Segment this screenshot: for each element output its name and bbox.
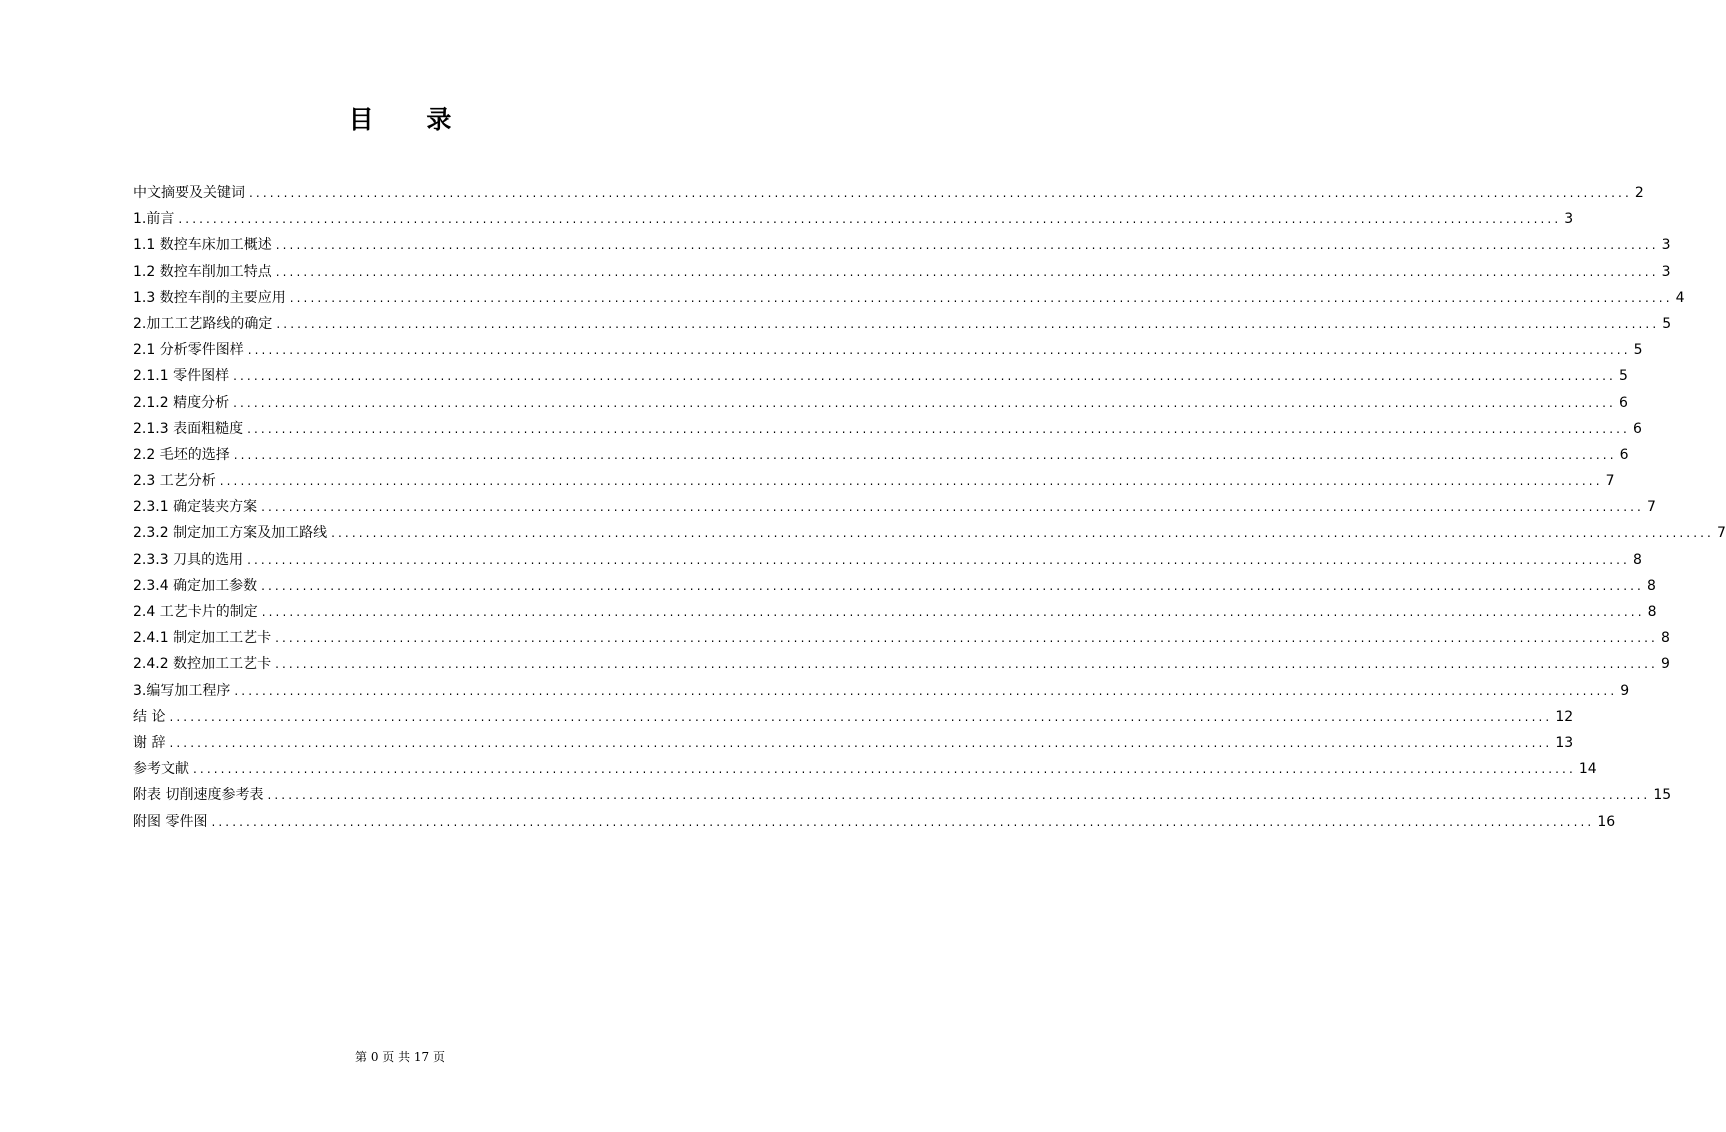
toc-dot-leader: ........................................................................................................................................................................................................ (233, 447, 1617, 462)
toc-dot-leader: ........................................................................................................................................................................................................ (331, 526, 1714, 541)
toc-dot-leader: ........................................................................................................................................................................................................ (219, 474, 1603, 489)
toc-dot-leader: ........................................................................................................................................................................................................ (169, 735, 1553, 750)
toc-entry-page-number: 3 (1564, 211, 1574, 228)
toc-dot-leader: ........................................................................................................................................................................................................ (275, 631, 1658, 646)
toc-dot-leader: ........................................................................................................................................................................................................ (178, 212, 1562, 227)
toc-dot-leader: ........................................................................................................................................................................................................ (275, 657, 1658, 672)
toc-entry-label: 谢 辞 (133, 734, 166, 751)
toc-entry[interactable] (133, 547, 1642, 573)
toc-entry-page-number: 7 (1605, 473, 1615, 490)
toc-entry-page-number: 15 (1653, 787, 1672, 804)
toc-dot-leader: ........................................................................................................................................................................................................ (234, 683, 1618, 698)
toc-dot-leader: ........................................................................................................................................................................................................ (275, 264, 1659, 279)
toc-entry[interactable] (133, 416, 1642, 442)
toc-entry-label: 2.1.3 表面粗糙度 (133, 420, 244, 437)
toc-entry-page-number: 5 (1618, 368, 1628, 385)
toc-entry-page-number: 7 (1716, 525, 1726, 542)
toc-entry[interactable] (133, 494, 1656, 520)
toc-entry-page-number: 13 (1555, 734, 1574, 751)
toc-dot-leader: ........................................................................................................................................................................................................ (247, 421, 1630, 436)
toc-dot-leader: ........................................................................................................................................................................................................ (247, 552, 1630, 567)
toc-entry[interactable] (133, 232, 1671, 258)
toc-entry[interactable] (133, 468, 1615, 494)
toc-dot-leader: ........................................................................................................................................................................................................ (289, 290, 1673, 305)
toc-entry[interactable] (133, 259, 1671, 285)
toc-entry-label: 2.3 工艺分析 (133, 473, 216, 490)
toc-entry-label: 2.4.1 制定加工工艺卡 (133, 630, 272, 647)
toc-entry-label: 2.4.2 数控加工工艺卡 (133, 656, 272, 673)
toc-entry-page-number: 8 (1632, 551, 1642, 568)
toc-entry-label: 2.3.1 确定装夹方案 (133, 499, 258, 516)
toc-dot-leader: ........................................................................................................................................................................................................ (276, 316, 1660, 331)
toc-entry-page-number: 7 (1646, 499, 1656, 516)
toc-entry-page-number: 9 (1620, 682, 1630, 699)
toc-entry-page-number: 9 (1660, 656, 1670, 673)
toc-entry-page-number: 2 (1634, 185, 1644, 201)
toc-entry-page-number: 14 (1578, 761, 1597, 778)
toc-entry-label: 附图 零件图 (133, 813, 208, 830)
toc-entry[interactable] (133, 311, 1672, 337)
toc-entry[interactable] (133, 390, 1628, 416)
toc-entry-page-number: 16 (1597, 813, 1616, 830)
toc-entry[interactable] (133, 337, 1643, 363)
toc-entry-page-number: 8 (1646, 577, 1656, 594)
toc-entry[interactable] (133, 782, 1672, 808)
toc-dot-leader: ........................................................................................................................................................................................................ (169, 709, 1553, 724)
toc-entry[interactable] (133, 756, 1597, 782)
toc-entry[interactable] (133, 599, 1657, 625)
toc-entry-label: 2.3.4 确定加工参数 (133, 577, 258, 594)
toc-entry[interactable] (133, 520, 1726, 546)
toc-entry-page-number: 6 (1632, 420, 1642, 437)
toc-entry-label: 2.2 毛坯的选择 (133, 446, 230, 463)
toc-entry-label: 2.1 分析零件图样 (133, 342, 244, 359)
toc-entry[interactable] (133, 730, 1574, 756)
toc-dot-leader: ........................................................................................................................................................................................................ (233, 369, 1616, 384)
table-of-contents (133, 180, 1726, 835)
toc-entry-page-number: 6 (1618, 394, 1628, 411)
toc-dot-leader: ........................................................................................................................................................................................................ (267, 788, 1651, 803)
toc-entry[interactable] (133, 180, 1644, 206)
toc-entry[interactable] (133, 704, 1574, 730)
toc-dot-leader: ........................................................................................................................................................................................................ (261, 500, 1644, 515)
page-footer: 第 0 页 共 17 页 (355, 1050, 445, 1064)
toc-entry[interactable] (133, 678, 1630, 704)
toc-entry-label: 结 论 (133, 708, 166, 725)
toc-entry-label: 2.3.3 刀具的选用 (133, 551, 244, 568)
toc-entry-page-number: 4 (1675, 289, 1685, 306)
toc-entry-page-number: 3 (1661, 237, 1671, 254)
toc-entry-label: 附表 切削速度参考表 (133, 787, 264, 804)
toc-dot-leader: ........................................................................................................................................................................................................ (211, 814, 1595, 829)
toc-entry[interactable] (133, 285, 1685, 311)
toc-entry-label: 2.1.2 精度分析 (133, 394, 230, 411)
toc-dot-leader: ........................................................................................................................................................................................................ (193, 762, 1576, 777)
toc-dot-leader: ........................................................................................................................................................................................................ (261, 578, 1644, 593)
toc-entry-page-number: 5 (1662, 315, 1672, 332)
toc-entry-page-number: 6 (1619, 446, 1629, 463)
toc-entry-label: 中文摘要及关键词 (133, 185, 245, 201)
toc-entry-label: 2.3.2 制定加工方案及加工路线 (133, 525, 328, 542)
toc-entry-label: 2.1.1 零件图样 (133, 368, 230, 385)
toc-entry-page-number: 8 (1647, 604, 1657, 620)
toc-entry-label: 2.4 工艺卡片的制定 (133, 604, 258, 620)
toc-entry[interactable] (133, 442, 1629, 468)
toc-dot-leader: ........................................................................................................................................................................................................ (261, 605, 1645, 619)
toc-entry-label: 3.编写加工程序 (133, 682, 231, 699)
toc-entry-label: 1.2 数控车削加工特点 (133, 263, 272, 280)
toc-entry-label: 1.1 数控车床加工概述 (133, 237, 272, 254)
toc-entry-label: 参考文献 (133, 761, 189, 778)
toc-entry-page-number: 3 (1661, 263, 1671, 280)
toc-entry-label: 2.加工工艺路线的确定 (133, 315, 273, 332)
page-title: 目 录 (348, 105, 474, 134)
toc-entry-page-number: 8 (1660, 630, 1670, 647)
toc-dot-leader: ........................................................................................................................................................................................................ (249, 186, 1632, 200)
toc-dot-leader: ........................................................................................................................................................................................................ (275, 238, 1659, 253)
toc-entry-label: 1.前言 (133, 211, 175, 228)
toc-entry-label: 1.3 数控车削的主要应用 (133, 289, 286, 306)
toc-dot-leader: ........................................................................................................................................................................................................ (247, 343, 1631, 358)
toc-entry-page-number: 12 (1555, 708, 1574, 725)
toc-entry[interactable] (133, 363, 1628, 389)
toc-entry[interactable] (133, 206, 1574, 232)
toc-entry[interactable] (133, 651, 1670, 677)
toc-entry[interactable] (133, 625, 1670, 651)
toc-entry[interactable] (133, 573, 1656, 599)
toc-entry[interactable] (133, 809, 1616, 835)
toc-entry-page-number: 5 (1633, 342, 1643, 359)
toc-dot-leader: ........................................................................................................................................................................................................ (233, 395, 1616, 410)
